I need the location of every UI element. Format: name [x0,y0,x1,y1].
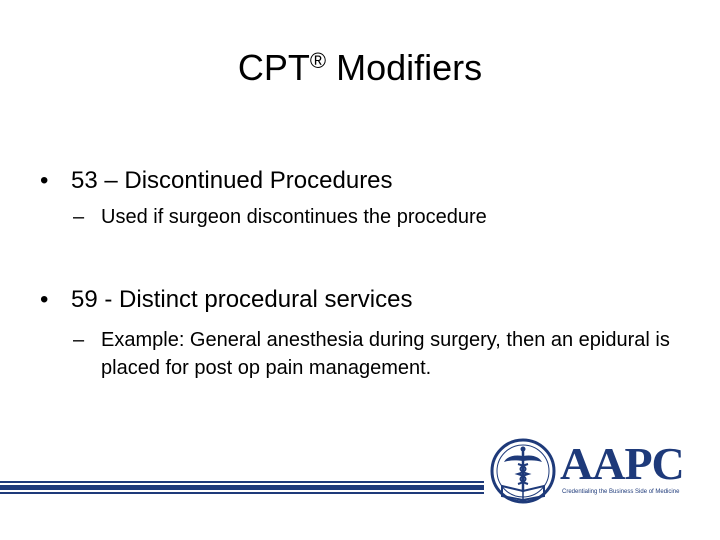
bullet-marker: • [40,286,49,313]
logo-tagline: Credentialing the Business Side of Medicine [562,489,680,495]
bullet-marker: • [40,167,49,194]
aapc-logo [490,436,686,508]
footer-rule-top [0,481,484,483]
footer-rule-bottom [0,492,484,494]
registered-mark: ® [309,48,327,73]
sub-bullet-dash: – [73,329,85,351]
sub-bullet-text: Used if surgeon discontinues the procedure [101,206,487,228]
caduceus-book-icon [490,436,556,508]
bullet-text: 53 – Discontinued Procedures [71,167,393,194]
bullet-item-53 [40,166,393,196]
sub-bullet-53 [73,203,693,231]
slide-title: CPT® Modifiers [237,47,483,88]
sub-bullet-dash: – [73,206,85,228]
bullet-text: 59 - Distinct procedural services [71,286,413,313]
sub-bullet-text: Example: General anesthesia during surgery, then an epidural is placed for post op pain management. [101,329,670,379]
footer-rule-thick [0,485,484,490]
bullet-item-59 [40,285,412,315]
logo-wordmark: AAPC [560,438,684,489]
sub-bullet-59 [73,326,693,382]
